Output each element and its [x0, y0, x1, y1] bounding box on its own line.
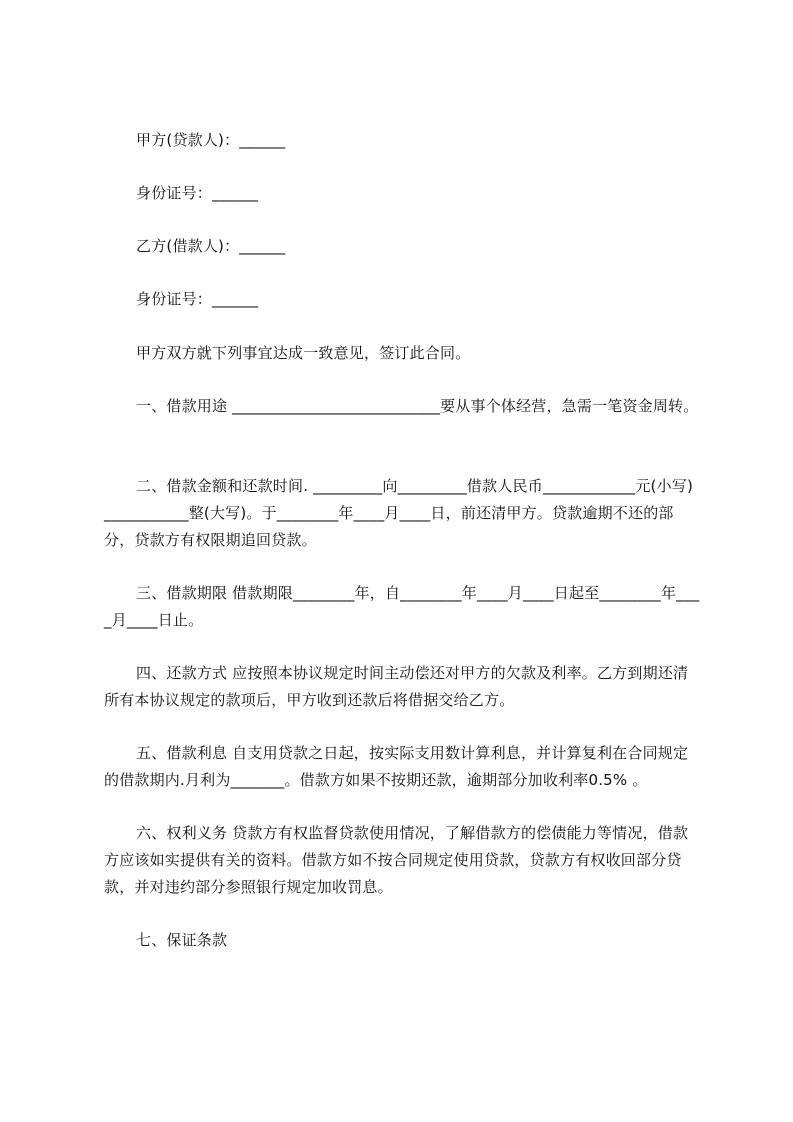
borrower-field: 乙方(借款人)：______ — [136, 237, 286, 255]
clause-interest: 五、借款利息 自支用贷款之日起，按实际支用数计算利息，并计算复利在合同规定的借款期内.月利为_______。借款方如果不按期还款，逾期部分加收利率0.5% 。 — [104, 744, 689, 789]
clause-loan-purpose: 一、借款用途 ___________________________要从事个体经营，急需一笔资金周转。 — [136, 397, 699, 415]
clause-rights-obligations: 六、权利义务 贷款方有权监督贷款使用情况，了解借款方的偿债能力等情况，借款方应该如实提供有关的资料。借款方如不按合同规定使用贷款，贷款方有权收回部分贷款，并对违约部分参照银行规定加收罚息。 — [104, 824, 689, 896]
agreement-intro: 甲方双方就下列事宜达成一致意见，签订此合同。 — [136, 344, 471, 362]
borrower-id-field: 身份证号：______ — [136, 290, 259, 308]
clause-guarantee-heading: 七、保证条款 — [136, 931, 228, 949]
lender-id-field: 身份证号：______ — [136, 184, 259, 202]
lender-field: 甲方(贷款人)：______ — [136, 131, 286, 149]
clause-loan-term: 三、借款期限 借款期限________年，自________年____月____日起至________年____月____日止。 — [104, 584, 700, 629]
clause-amount-repayment: 二、借款金额和还款时间. _________向_________借款人民币____________元(小写) ___________整(大写)。于________年____月____日，前还清甲方。贷款逾期不还的部分，贷款方有权限期追回贷款。 — [104, 477, 694, 549]
clause-repayment-method: 四、还款方式 应按照本协议规定时间主动偿还对甲方的欠款及利率。乙方到期还清所有本协议规定的款项后，甲方收到还款后将借据交给乙方。 — [104, 664, 689, 709]
